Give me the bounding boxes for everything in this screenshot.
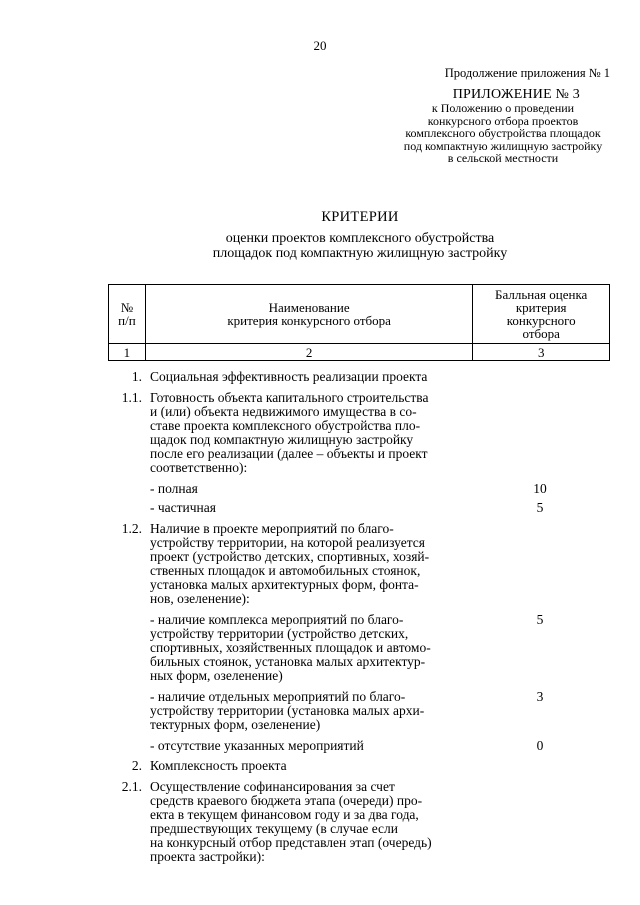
row-text-line: ных форм, озеленение)	[150, 668, 283, 683]
table-row	[0, 391, 640, 475]
appendix-title: ПРИЛОЖЕНИЕ № 3	[452, 87, 580, 102]
row-number: 1.1.	[121, 390, 142, 405]
appendix-sub-line: конкурсного отбора проектов	[427, 113, 579, 128]
row-score: 5	[536, 500, 544, 515]
row-score: 10	[533, 481, 547, 496]
header-name-line: Наименование	[268, 300, 350, 315]
row-text-line: Наличие в проекте мероприятий по благо-	[150, 521, 394, 536]
table-row	[0, 370, 640, 384]
row-number: 1.2.	[121, 521, 142, 536]
header-name-line: критерия конкурсного отбора	[227, 313, 391, 328]
row-text-line: проект (устройство детских, спортивных, хозяй-	[150, 549, 430, 564]
row-score: 0	[536, 738, 544, 753]
row-number: 2.	[131, 758, 142, 773]
row-text-line: екта в текущем финансовом году и за два года,	[150, 807, 419, 822]
row-text-line: ставе проекта комплексного обустройства пло-	[150, 418, 421, 433]
continuation-note: Продолжение приложения № 1	[444, 66, 610, 80]
header-score-line: конкурсного	[506, 313, 576, 328]
row-text	[150, 522, 475, 606]
row-text	[150, 690, 475, 732]
table-row	[0, 501, 640, 515]
table-row	[0, 780, 640, 864]
row-text-line: установка малых архитектурных форм, фонта-	[150, 577, 419, 592]
row-text-line: Готовность объекта капитального строительства	[150, 390, 429, 405]
appendix-sub-line: под компактную жилищную застройку	[403, 138, 603, 153]
row-text-line: нов, озеленение):	[150, 591, 250, 606]
row-text	[150, 501, 475, 515]
header-num-line: №	[120, 300, 134, 315]
criteria-table-header	[108, 284, 610, 361]
table-row	[0, 482, 640, 496]
row-text-line: соответственно):	[150, 460, 248, 475]
column-number: 3	[473, 344, 610, 361]
table-row	[0, 739, 640, 753]
row-text	[150, 780, 475, 864]
row-text	[150, 370, 475, 384]
row-text-line: Социальная эффективность реализации проекта	[150, 369, 428, 384]
table-row	[0, 690, 640, 732]
header-num	[109, 285, 146, 344]
row-text	[150, 613, 475, 683]
row-text-line: тектурных форм, озеленение)	[150, 717, 321, 732]
header-name	[145, 285, 473, 344]
appendix-subtitle	[383, 102, 623, 165]
row-text-line: бильных стоянок, установка малых архитектур-	[150, 654, 426, 669]
header-score-line: отбора	[522, 326, 560, 341]
header-score-line: Балльная оценка	[495, 287, 588, 302]
row-text-line: устройству территории (устройство детских,	[150, 626, 409, 641]
table-row	[0, 759, 640, 773]
row-text	[150, 391, 475, 475]
appendix-sub-line: в сельской местности	[447, 151, 559, 165]
appendix-sub-line: к Положению о проведении	[431, 101, 575, 115]
row-text-line: - отсутствие указанных мероприятий	[150, 738, 364, 753]
row-text-line: ственных площадок и автомобильных стоянок,	[150, 563, 421, 578]
row-text-line: предшествующих текущему (в случае если	[150, 821, 398, 836]
row-text-line: устройству территории (установка малых архи-	[150, 703, 425, 718]
page-number: 20	[313, 38, 327, 53]
header-score	[473, 285, 610, 344]
row-text-line: Комплексность проекта	[150, 758, 287, 773]
row-text-line: щадок под компактную жилищную застройку	[150, 432, 414, 447]
row-text	[150, 759, 475, 773]
header-row	[109, 285, 610, 344]
row-text-line: проекта застройки):	[150, 849, 265, 864]
row-text-line: средств краевого бюджета этапа (очереди) про-	[150, 793, 423, 808]
row-text-line: - наличие отдельных мероприятий по благо-	[150, 689, 406, 704]
row-text-line: Осуществление софинансирования за счет	[150, 779, 395, 794]
row-text-line: - полная	[150, 481, 198, 496]
appendix-sub-line: комплексного обустройства площадок	[405, 126, 601, 140]
document-subtitle	[140, 231, 580, 261]
subtitle-line: оценки проектов комплексного обустройства	[225, 231, 495, 246]
subtitle-line: площадок под компактную жилищную застройку	[212, 246, 508, 261]
document-title: КРИТЕРИИ	[321, 209, 399, 225]
row-text-line: - наличие комплекса мероприятий по благо-	[150, 612, 404, 627]
row-text-line: спортивных, хозяйственных площадок и автомо-	[150, 640, 431, 655]
row-score: 3	[536, 689, 544, 704]
row-text-line: устройству территории, на которой реализуется	[150, 535, 425, 550]
column-number: 2	[145, 344, 473, 361]
row-text-line: на конкурсный отбор представлен этап (очередь)	[150, 835, 432, 850]
header-score-line: критерия	[515, 300, 567, 315]
column-number: 1	[109, 344, 146, 361]
row-text-line: и (или) объекта недвижимого имущества в со-	[150, 404, 417, 419]
row-number: 1.	[131, 369, 142, 384]
row-text	[150, 482, 475, 496]
row-score: 5	[536, 612, 544, 627]
table-row	[0, 613, 640, 683]
header-num-line: п/п	[118, 313, 136, 328]
table-row	[0, 522, 640, 606]
row-number: 2.1.	[121, 779, 142, 794]
row-text-line: - частичная	[150, 500, 216, 515]
column-number-row	[109, 344, 610, 361]
row-text	[150, 739, 475, 753]
row-text-line: после его реализации (далее – объекты и проект	[150, 446, 428, 461]
